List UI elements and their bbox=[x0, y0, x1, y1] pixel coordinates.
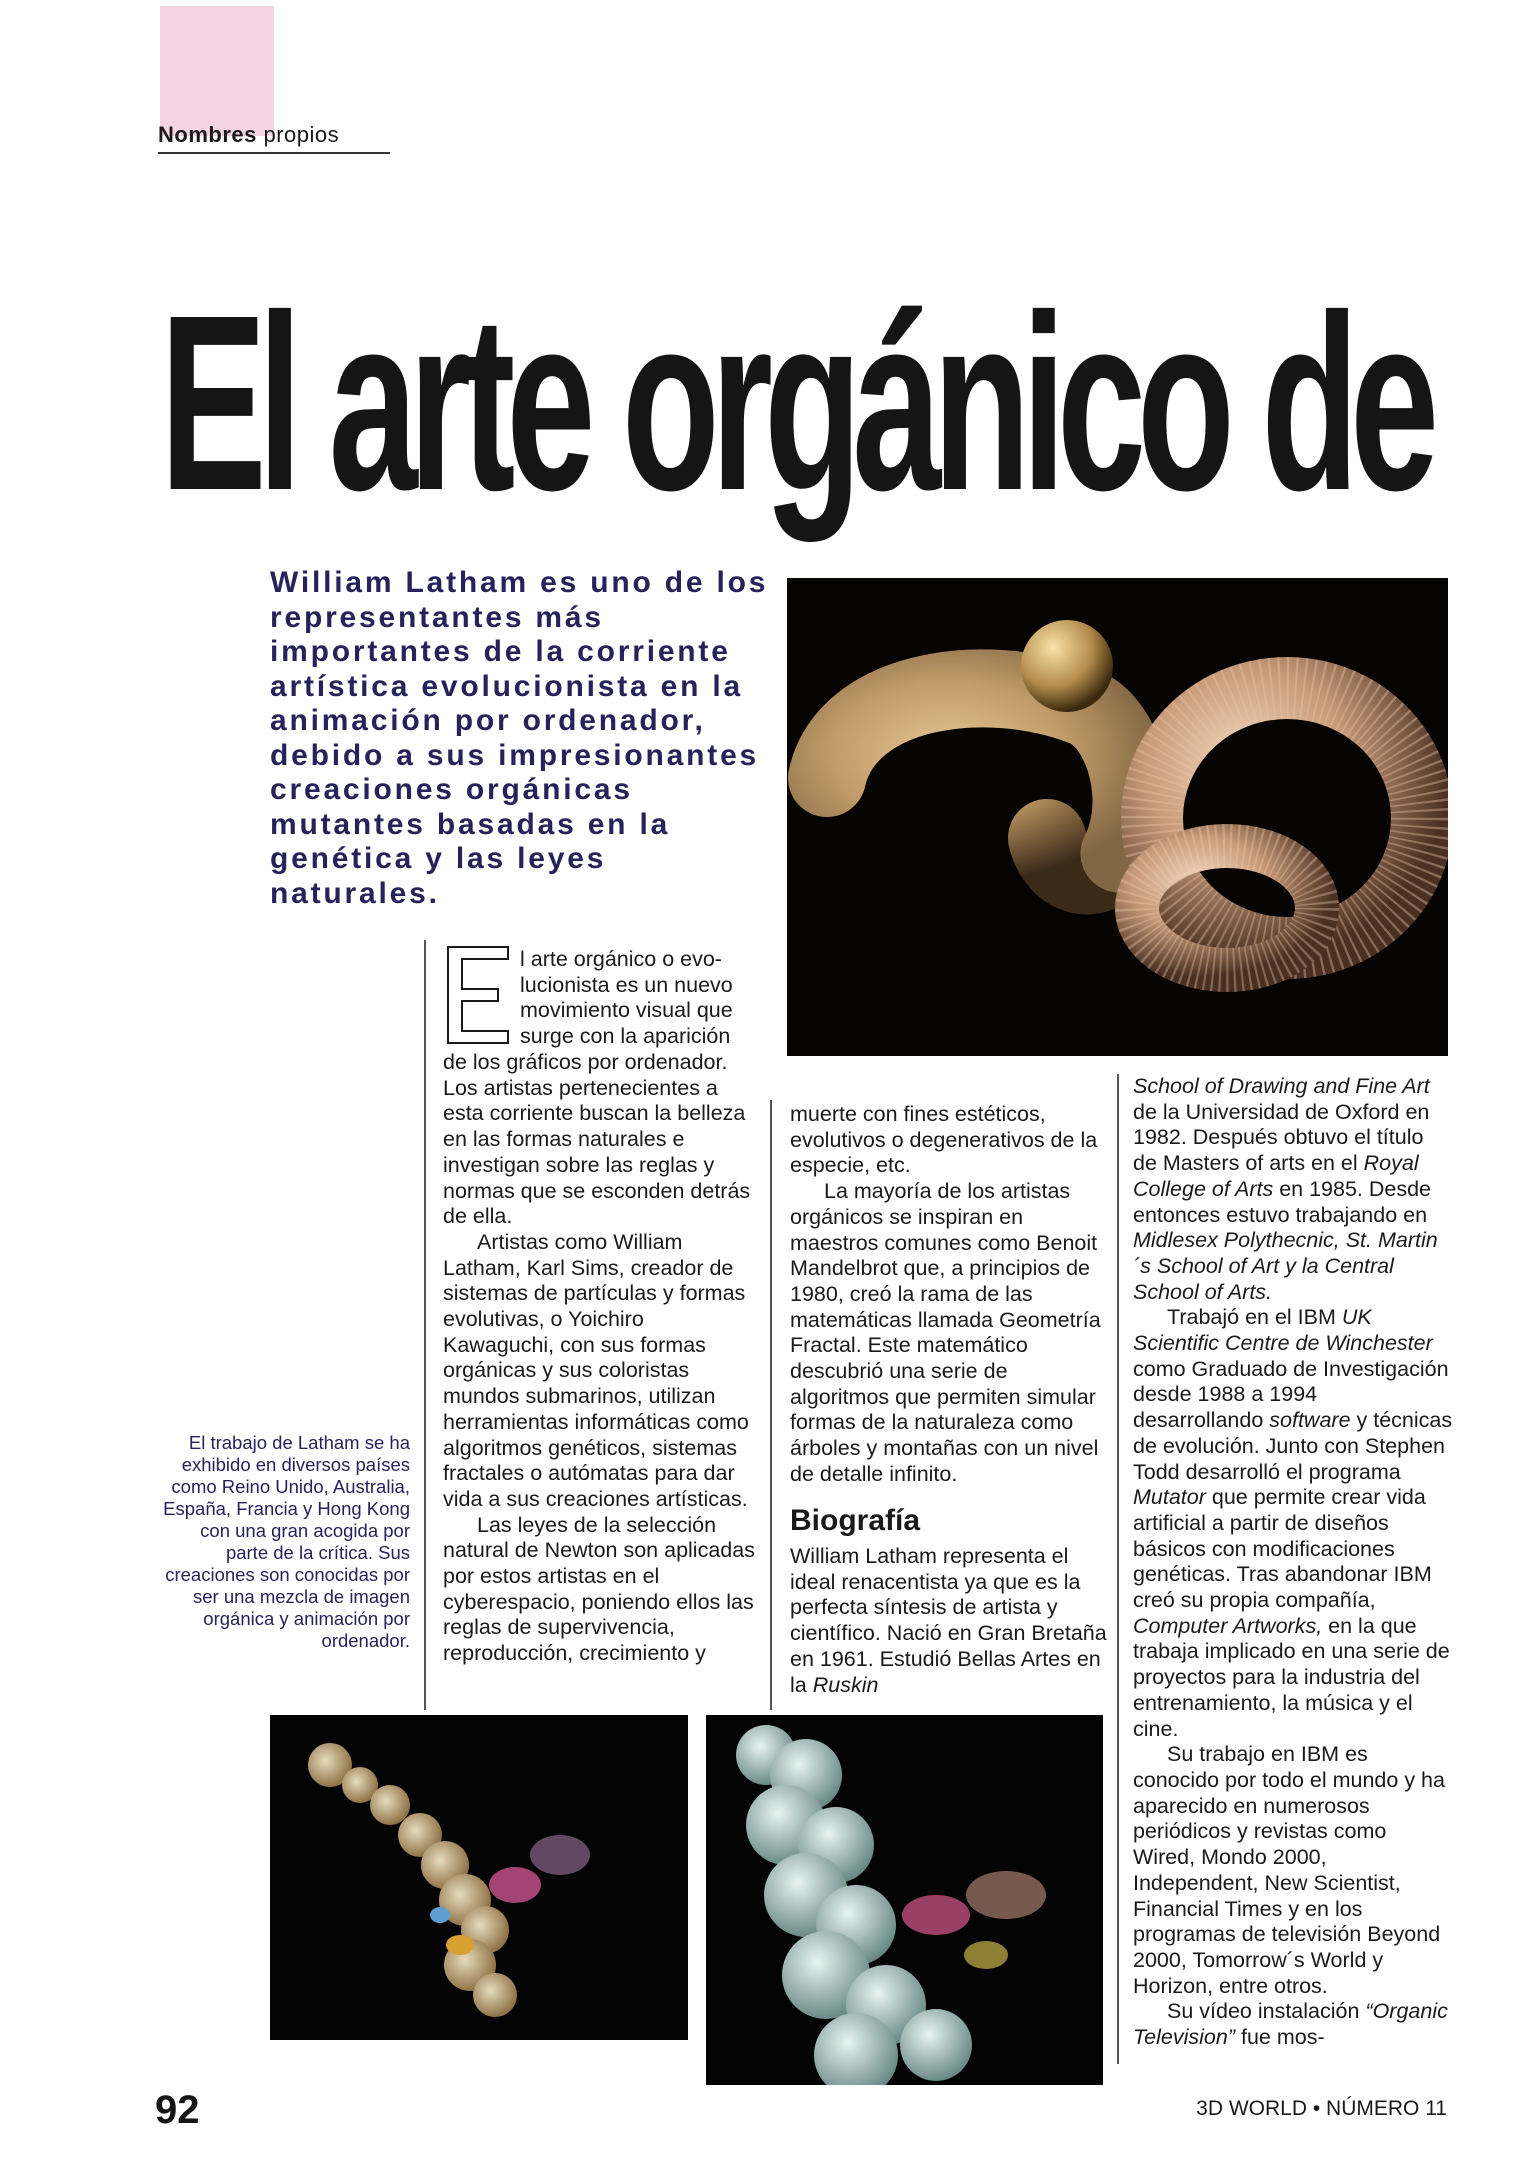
column-1 bbox=[443, 1050, 755, 1667]
column-1-opening bbox=[520, 947, 760, 1050]
col3-paragraph-3: Su trabajo en IBM es conocido por todo el mundo y ha aparecido en numerosos periódicos y revistas como Wired, Mondo 2000, Independent, New Scientist, Financial Times y en los programas de televisión Beyond 2000, Tomorrow´s World y Horizon, entre otros. bbox=[1133, 1742, 1445, 1998]
col2-paragraph-2: La mayoría de los artistas orgánicos se inspiran en maestros comunes como Benoit Mandelbrot que, a principios de 1980, creó la rama de las matemáticas llamada Geometría Fractal. Este matemático descubrió una serie de algoritmos que permiten simular formas de la naturaleza como árboles y montañas con un nivel de detalle infinito. bbox=[790, 1179, 1101, 1486]
col2-paragraph-1: muerte con fines estéticos, evolutivos o degenerativos de la especie, etc. bbox=[790, 1102, 1098, 1178]
header-color-block bbox=[160, 6, 274, 136]
page-number: 92 bbox=[155, 2088, 200, 2132]
col3-paragraph-1: School of Drawing and Fine Art de la Universidad de Oxford en 1982. Después obtuvo el título de Masters of arts en el Royal College of Arts en 1985. Desde entonces estuvo trabajando en Midlesex Polythecnic, St. Martin´s School of Art y la Central School of Arts. bbox=[1133, 1074, 1438, 1304]
opening-line: movimiento visual que bbox=[520, 998, 733, 1023]
col1-paragraph-3: Las leyes de la selección natural de Newton son aplicadas por estos artistas en el cyberespacio, poniendo ellos las reglas de supervivencia, reproducción, crecimiento y bbox=[443, 1512, 755, 1666]
section-label: Nombres propios bbox=[158, 122, 340, 147]
image-caption: El trabajo de Latham se ha exhibido en diversos países como Reino Unido, Australia, España, Francia y Hong Kong con una gran acogida por parte de la crítica. Sus creaciones son conocidas por ser una mezcla de imagen orgánica y animación por ordenador. bbox=[163, 1432, 410, 1651]
drop-cap bbox=[446, 945, 512, 1045]
article-title: El arte orgánico de bbox=[160, 263, 1431, 542]
column-rule-2 bbox=[770, 1100, 772, 1710]
lead-paragraph: William Latham es uno de los representantes más importantes de la corriente artística evolucionista en la animación por ordenador, debido a sus impresionantes creaciones orgánicas mutantes basadas en la genética y las leyes naturales. bbox=[270, 566, 769, 910]
col3-paragraph-2: Trabajó en el IBM UK Scientific Centre de Winchester como Graduado de Investigación desde 1988 a 1994 desarrollando software y técnicas de evolución. Junto con Stephen Todd desarrolló el programa Mutator que permite crear vida artificial a partir de diseños básicos con modificaciones genéticas. Tras abandonar IBM creó su propia compañía, Computer Artworks, en la que trabaja implicado en una serie de proyectos para la industria del entrenamiento, la música y el cine. bbox=[1133, 1305, 1453, 1741]
col1-paragraph-2: Artistas como William Latham, Karl Sims, creador de sistemas de partículas y formas evolutivas, o Yoichiro Kawaguchi, con sus formas orgánicas y sus coloristas mundos submarinos, utilizan herramientas informáticas como algoritmos genéticos, sistemas fractales o autómatas para dar vida a sus creaciones artísticas. bbox=[443, 1229, 749, 1511]
opening-line: l arte orgánico o evo- bbox=[520, 947, 722, 971]
organic-form-image-right bbox=[706, 1715, 1103, 2085]
drop-cap-outline bbox=[446, 945, 512, 1045]
col1-paragraph-1: de los gráficos por ordenador. Los artistas pertenecientes a esta corriente buscan la belleza en las formas naturales e investigan sobre las reglas y normas que se esconden detrás de ella. bbox=[443, 1050, 751, 1229]
section-rule bbox=[158, 152, 390, 154]
column-2 bbox=[790, 1102, 1110, 1488]
organic-sculpture-image bbox=[787, 578, 1448, 1056]
col3-paragraph-4: Su vídeo instalación “Organic Television” fue mos- bbox=[1133, 1999, 1448, 2050]
magazine-issue: 3D WORLD • NÚMERO 11 bbox=[1196, 2097, 1447, 2120]
biography-paragraph: William Latham representa el ideal renacentista ya que es la perfecta síntesis de artista y científico. Nació en Gran Bretaña en 1961. Estudió Bellas Artes en la Ruskin bbox=[790, 1544, 1107, 1697]
column-rule-3 bbox=[1117, 1074, 1119, 2064]
organic-form-image-left bbox=[270, 1715, 688, 2040]
biography-heading: Biografía bbox=[790, 1504, 921, 1537]
column-3 bbox=[1133, 1074, 1453, 2051]
opening-line: surge con la aparición bbox=[520, 1024, 731, 1049]
opening-line: lucionista es un nuevo bbox=[520, 972, 733, 997]
column-rule-1 bbox=[424, 940, 426, 1710]
